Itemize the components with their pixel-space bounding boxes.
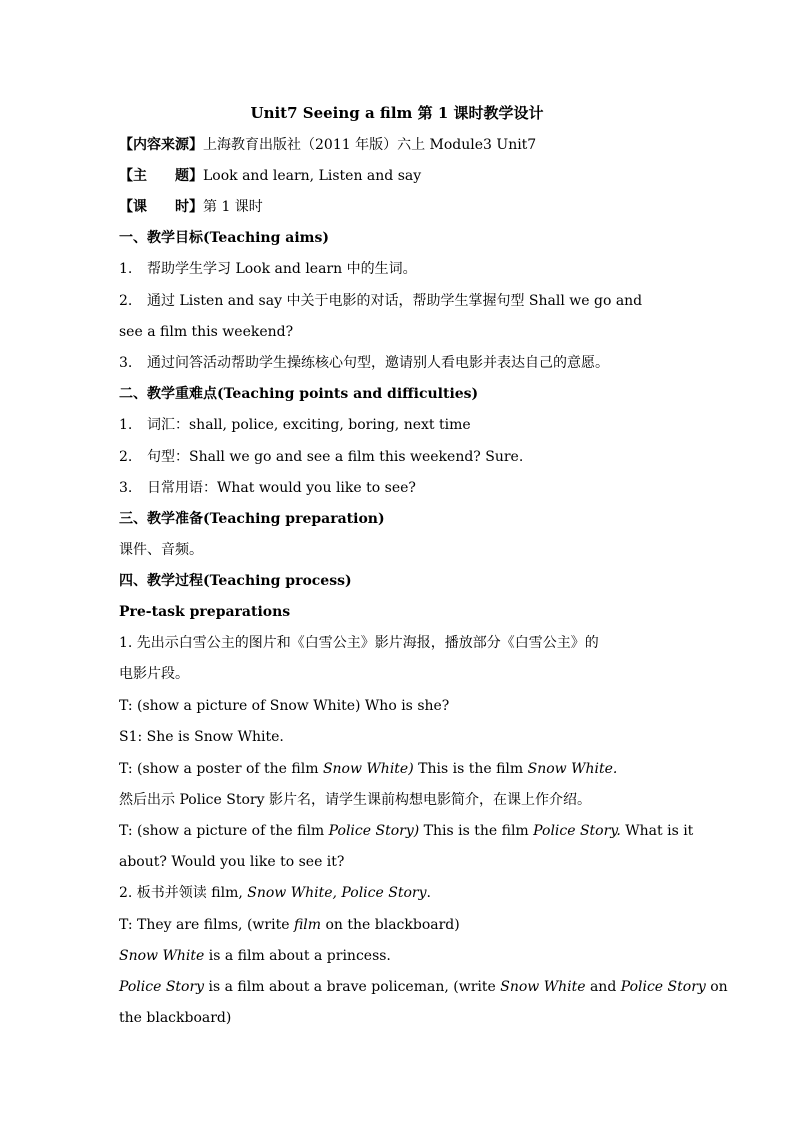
dialogue-teacher-4	[119, 916, 679, 934]
aim-number: 2.	[119, 293, 133, 309]
aim-text: 通过问答活动帮助学生操练核心句型，邀请别人看电影并表达自己的意愿。	[147, 355, 609, 371]
film-title: Police Story.	[533, 823, 621, 839]
process-step-1-cont: 电影片段。	[119, 666, 189, 682]
aim-number: 1.	[119, 261, 133, 277]
point-text: 日常用语：What would you like to see?	[147, 480, 416, 496]
text-run: on the blackboard)	[321, 917, 460, 933]
point-item	[119, 448, 679, 466]
text-run: This is the film	[419, 823, 534, 839]
aim-item	[119, 354, 679, 372]
point-text: 词汇：shall, police, exciting, boring, next time	[147, 417, 471, 433]
film-title: Snow White	[119, 948, 205, 964]
text-run: is a film about a brave policeman, (write	[204, 979, 501, 995]
film-title: Snow White.	[527, 761, 618, 777]
dialogue-teacher-3-cont: about? Would you like to see it?	[119, 854, 345, 870]
points-heading: 二、教学重难点(Teaching points and difficulties)	[119, 386, 479, 402]
period-label: 【课 时】	[119, 199, 203, 215]
text-run: is a film about a princess.	[204, 948, 391, 964]
text-run: .	[426, 885, 431, 901]
text-run: on	[705, 979, 728, 995]
text-run: This is the film	[413, 761, 528, 777]
text-run: What is it	[620, 823, 694, 839]
text-run: T: (show a picture of the film	[119, 823, 329, 839]
theme-value: Look and learn, Listen and say	[203, 168, 422, 184]
aim-item	[119, 292, 679, 310]
film-title: Snow White)	[322, 761, 414, 777]
point-item	[119, 416, 679, 434]
dialogue-teacher-1: T: (show a picture of Snow White) Who is she?	[119, 698, 450, 714]
point-item	[119, 479, 679, 497]
theme-label: 【主 题】	[119, 168, 203, 184]
film-description-2-cont: the blackboard)	[119, 1010, 232, 1026]
period-value: 第 1 课时	[203, 199, 263, 215]
prep-heading: 三、教学准备(Teaching preparation)	[119, 511, 385, 527]
keyword: film	[293, 917, 322, 933]
page-title: Unit7 Seeing a film 第 1 课时教学设计	[250, 104, 544, 122]
aim-item	[119, 260, 679, 278]
dialogue-student-1: S1: She is Snow White.	[119, 729, 284, 745]
prep-text: 课件、音频。	[119, 542, 203, 558]
source-label: 【内容来源】	[119, 137, 203, 153]
text-run: 2. 板书并领读 film,	[119, 885, 248, 901]
film-description-1	[119, 947, 679, 965]
theme-line	[119, 167, 679, 185]
process-note: 然后出示 Police Story 影片名，请学生课前构想电影简介，在课上作介绍。	[119, 792, 591, 808]
aim-text: 帮助学生学习 Look and learn 中的生词。	[147, 261, 417, 277]
process-step-2	[119, 884, 679, 902]
point-number: 1.	[119, 417, 133, 433]
text-run: and	[585, 979, 621, 995]
point-number: 3.	[119, 480, 133, 496]
period-line	[119, 198, 679, 216]
aim-item-continuation	[119, 323, 679, 341]
dialogue-teacher-3	[119, 822, 694, 840]
aim-number: 3.	[119, 355, 133, 371]
text-run: T: (show a poster of the film	[119, 761, 323, 777]
point-text: 句型：Shall we go and see a film this weekend? Sure.	[147, 449, 524, 465]
pretask-heading: Pre-task preparations	[119, 604, 291, 620]
dialogue-teacher-2	[119, 760, 679, 778]
source-line	[119, 136, 679, 154]
aim-text: see a film this weekend?	[119, 324, 294, 340]
film-title: Police Story)	[328, 823, 420, 839]
text-run: T: They are films, (write	[119, 917, 294, 933]
film-title: Snow White, Police Story	[247, 885, 427, 901]
film-description-2	[119, 978, 728, 996]
process-step-1: 1. 先出示白雪公主的图片和《白雪公主》影片海报，播放部分《白雪公主》的	[119, 635, 599, 651]
aim-text: 通过 Listen and say 中关于电影的对话，帮助学生掌握句型 Shall we go and	[147, 293, 643, 309]
point-number: 2.	[119, 449, 133, 465]
film-title: Police Story	[620, 979, 706, 995]
aims-heading: 一、教学目标(Teaching aims)	[119, 230, 329, 246]
process-heading: 四、教学过程(Teaching process)	[119, 573, 352, 589]
film-title: Snow White	[500, 979, 586, 995]
source-value: 上海教育出版社（2011 年版）六上 Module3 Unit7	[203, 137, 537, 153]
film-title: Police Story	[119, 979, 205, 995]
